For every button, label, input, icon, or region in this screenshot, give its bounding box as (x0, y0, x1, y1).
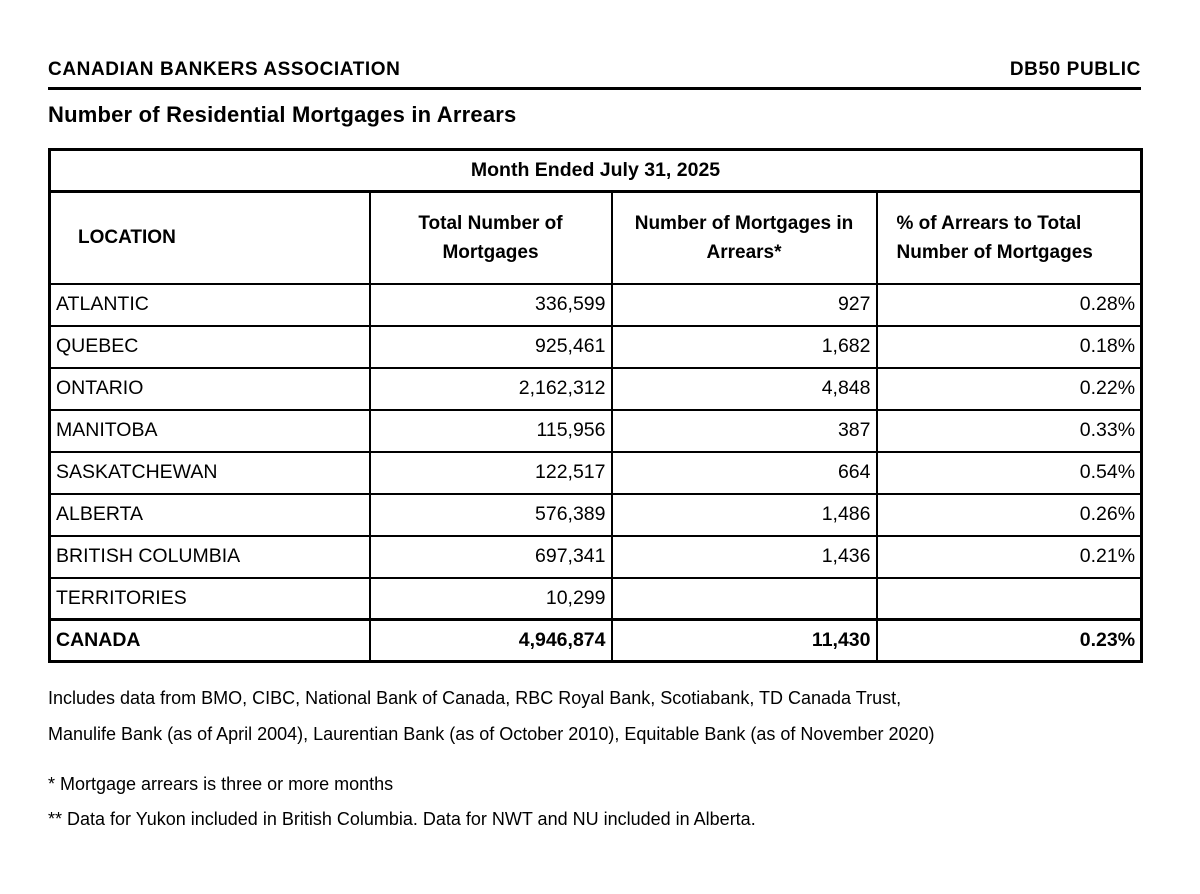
table-header-row (50, 192, 1142, 284)
footnote-arrears-definition: * Mortgage arrears is three or more months (48, 774, 394, 794)
row-arrears: 11,430 (612, 620, 877, 662)
row-total: 697,341 (370, 536, 612, 578)
row-total: 925,461 (370, 326, 612, 368)
row-location: TERRITORIES (50, 578, 370, 620)
row-percent: 0.22% (877, 368, 1142, 410)
row-location: SASKATCHEWAN (50, 452, 370, 494)
row-total: 576,389 (370, 494, 612, 536)
column-header-percent: % of Arrears to Total Number of Mortgages (877, 192, 1142, 284)
table-row-british-columbia (50, 536, 1142, 578)
table-row-quebec (50, 326, 1142, 368)
row-arrears (612, 578, 877, 620)
table-caption-row (50, 150, 1142, 192)
row-arrears: 664 (612, 452, 877, 494)
row-total: 4,946,874 (370, 620, 612, 662)
doc-code: DB50 PUBLIC (1009, 59, 1141, 80)
row-total: 122,517 (370, 452, 612, 494)
row-arrears: 1,436 (612, 536, 877, 578)
row-location: ALBERTA (50, 494, 370, 536)
data-sources-line-2: Manulife Bank (as of April 2004), Laurentian Bank (as of October 2010), Equitable Bank (as of November 2020) (48, 724, 935, 744)
table-row-territories (50, 578, 1142, 620)
row-location: CANADA (50, 620, 370, 662)
row-arrears: 927 (612, 284, 877, 326)
row-total: 336,599 (370, 284, 612, 326)
row-arrears: 4,848 (612, 368, 877, 410)
column-header-total: Total Number of Mortgages (370, 192, 612, 284)
page-title: Number of Residential Mortgages in Arrears (48, 102, 517, 127)
table-row-alberta (50, 494, 1142, 536)
row-location: QUEBEC (50, 326, 370, 368)
row-percent: 0.28% (877, 284, 1142, 326)
table-row-canada-total (50, 620, 1142, 662)
row-location: ATLANTIC (50, 284, 370, 326)
footnotes (48, 767, 1141, 837)
column-header-arrears: Number of Mortgages in Arrears* (612, 192, 877, 284)
row-percent: 0.21% (877, 536, 1142, 578)
row-arrears: 1,682 (612, 326, 877, 368)
footnote-territories: ** Data for Yukon included in British Columbia. Data for NWT and NU included in Alberta. (48, 809, 756, 829)
arrears-table (48, 148, 1143, 663)
row-percent: 0.54% (877, 452, 1142, 494)
header-rule (48, 87, 1141, 90)
row-location: MANITOBA (50, 410, 370, 452)
data-sources-line-1: Includes data from BMO, CIBC, National Bank of Canada, RBC Royal Bank, Scotiabank, TD Canada Trust, (48, 688, 902, 708)
row-location: BRITISH COLUMBIA (50, 536, 370, 578)
row-total: 2,162,312 (370, 368, 612, 410)
table-caption: Month Ended July 31, 2025 (50, 150, 1142, 192)
data-sources-note (48, 680, 1141, 752)
table-row-manitoba (50, 410, 1142, 452)
table-row-ontario (50, 368, 1142, 410)
row-percent: 0.18% (877, 326, 1142, 368)
row-location: ONTARIO (50, 368, 370, 410)
table-row-saskatchewan (50, 452, 1142, 494)
table-row-atlantic (50, 284, 1142, 326)
row-percent (877, 578, 1142, 620)
row-arrears: 387 (612, 410, 877, 452)
masthead (48, 58, 1141, 82)
row-total: 10,299 (370, 578, 612, 620)
row-percent: 0.23% (877, 620, 1142, 662)
org-name: CANADIAN BANKERS ASSOCIATION (48, 59, 401, 80)
row-arrears: 1,486 (612, 494, 877, 536)
row-percent: 0.33% (877, 410, 1142, 452)
row-percent: 0.26% (877, 494, 1142, 536)
row-total: 115,956 (370, 410, 612, 452)
column-header-location: LOCATION (50, 192, 370, 284)
